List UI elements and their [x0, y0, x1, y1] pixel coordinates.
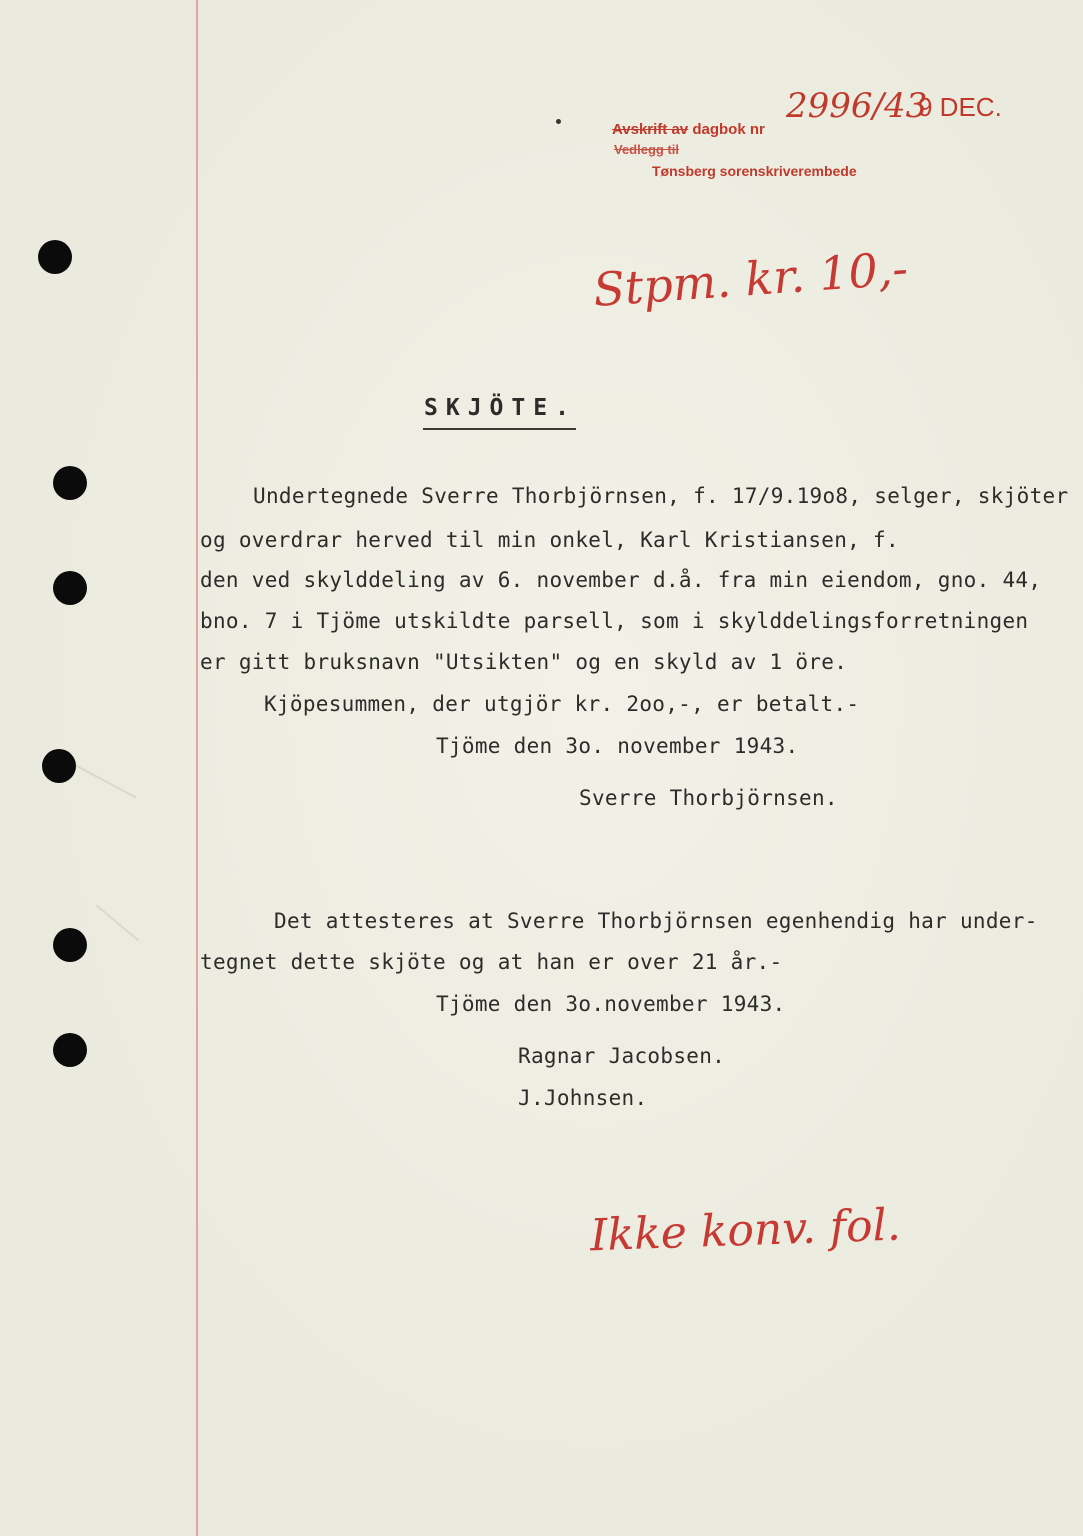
title-underline [423, 428, 576, 430]
entry-number: 2996 [786, 86, 873, 126]
document-title: SKJÖTE. [424, 395, 577, 421]
stamp-date: 9 DEC. [918, 92, 1002, 122]
witness-signature: Ragnar Jacobsen. [518, 1044, 726, 1068]
body-line: den ved skylddeling av 6. november d.å. fra min eiendom, gno. 44, [200, 568, 1042, 592]
punch-hole [53, 466, 87, 500]
punch-hole [53, 571, 87, 605]
office-stamp-name: Tønsberg sorenskriverembede [652, 163, 857, 179]
body-line: Undertegnede Sverre Thorbjörnsen, f. 17/9.19o8, selger, skjöter [253, 484, 1069, 508]
journal-entry-number: 2996/43 [786, 86, 928, 126]
attestation-line: tegnet dette skjöte og at han er over 21 år.- [200, 950, 783, 974]
attestation-place-date: Tjöme den 3o.november 1943. [436, 992, 786, 1016]
body-line: er gitt bruksnavn "Utsikten" og en skyld av 1 öre. [200, 650, 848, 674]
entry-year: 43 [884, 86, 928, 126]
attestation-line: Det attesteres at Sverre Thorbjörnsen egenhendig har under- [274, 909, 1038, 933]
witness-signature: J.Johnsen. [518, 1086, 648, 1110]
punch-hole [42, 749, 76, 783]
punch-hole [53, 928, 87, 962]
paper-crease [96, 905, 139, 942]
office-stamp-line-1 [612, 121, 765, 138]
stamp-dagbok-label: dagbok nr [692, 121, 765, 138]
office-stamp-line-2: Vedlegg til [614, 142, 680, 157]
body-line: Kjöpesummen, der utgjör kr. 2oo,-, er betalt.- [264, 692, 860, 716]
punch-hole [53, 1033, 87, 1067]
stamp-struck-label: Avskrift av [612, 121, 689, 138]
margin-rule [196, 0, 198, 1536]
body-line: bno. 7 i Tjöme utskildte parsell, som i skylddelingsforretningen [200, 609, 1029, 633]
paper-crease [74, 764, 137, 799]
handwritten-note: Ikke konv. fol. [589, 1199, 902, 1262]
ink-dot [556, 119, 561, 124]
place-date: Tjöme den 3o. november 1943. [436, 734, 799, 758]
punch-hole [38, 240, 72, 274]
handwritten-fee: Stpm. kr. 10,- [591, 241, 910, 317]
body-line: og overdrar herved til min onkel, Karl Kristiansen, f. [200, 528, 899, 552]
seller-signature: Sverre Thorbjörnsen. [579, 786, 838, 810]
